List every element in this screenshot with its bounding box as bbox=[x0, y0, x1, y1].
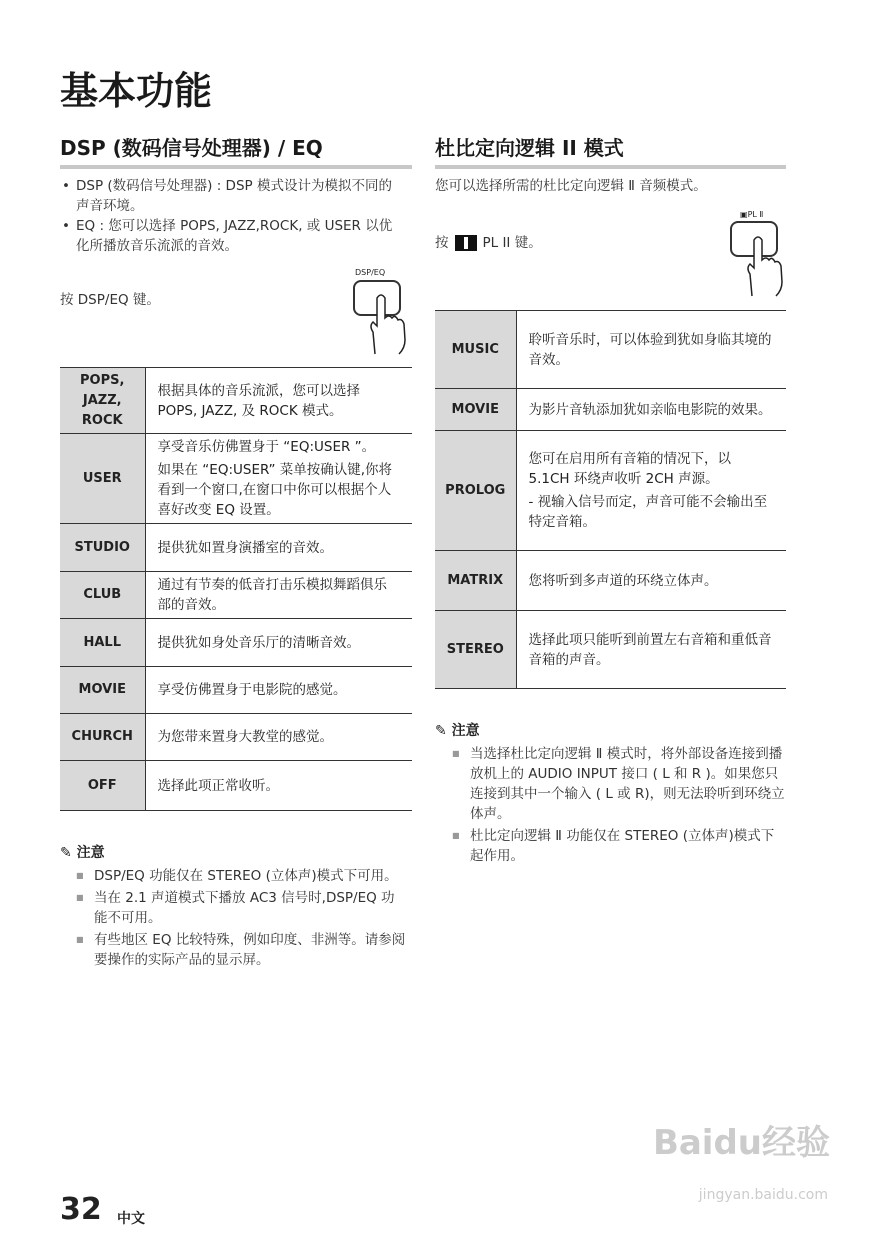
dsp-mode-table bbox=[60, 367, 412, 811]
mode-description bbox=[145, 667, 412, 714]
dsp-eq-button-label: DSP/EQ bbox=[355, 268, 386, 277]
description-text: 为您带来置身大教堂的感觉。 bbox=[157, 729, 333, 745]
page-title: 基本功能 bbox=[60, 69, 213, 113]
note-item: ■ DSP/EQ 功能仅在 STEREO (立体声)模式下可用。 bbox=[76, 866, 406, 886]
description-text: 享受音乐仿佛置身于 “EQ:USER ”。 bbox=[157, 439, 376, 455]
mode-name: MATRIX bbox=[435, 551, 516, 611]
pressing-hand-icon bbox=[365, 292, 415, 356]
bullet-item: • EQ : 您可以选择 POPS, JAZZ,ROCK, 或 USER 以优化所播放音乐流派的音效。 bbox=[60, 216, 405, 256]
table-row bbox=[435, 431, 786, 551]
instruction-prefix: 按 bbox=[435, 235, 449, 251]
description-text: 通过有节奏的低音打击乐模拟舞蹈俱乐部的音效。 bbox=[157, 577, 387, 613]
table-row bbox=[60, 761, 412, 811]
description-text: 选择此项只能听到前置左右音箱和重低音音箱的声音。 bbox=[528, 631, 772, 668]
table-row bbox=[60, 368, 412, 434]
mode-name: MUSIC bbox=[435, 311, 516, 389]
mode-name: HALL bbox=[60, 619, 145, 667]
mode-name: PROLOG bbox=[435, 431, 516, 551]
description-text: 为影片音轨添加犹如亲临电影院的效果。 bbox=[528, 401, 772, 418]
mode-description bbox=[145, 434, 412, 524]
mode-description bbox=[145, 572, 412, 619]
mode-description bbox=[145, 761, 412, 811]
mode-description bbox=[145, 619, 412, 667]
dolby-logo-icon bbox=[455, 235, 477, 251]
mode-name: OFF bbox=[60, 761, 145, 811]
table-row bbox=[435, 611, 786, 689]
mode-description bbox=[145, 368, 412, 434]
description-text: 享受仿佛置身于电影院的感觉。 bbox=[157, 682, 347, 698]
description-text: 聆听音乐时，可以体验到犹如身临其境的音效。 bbox=[528, 331, 772, 368]
bullet-item: • DSP (数码信号处理器) : DSP 模式设计为模拟不同的声音环境。 bbox=[60, 176, 405, 216]
mode-name: STEREO bbox=[435, 611, 516, 689]
dsp-bullets bbox=[60, 176, 405, 256]
mode-name: MOVIE bbox=[435, 389, 516, 431]
page-number: 32 bbox=[60, 1192, 102, 1227]
mode-name: MOVIE bbox=[60, 667, 145, 714]
mode-description bbox=[516, 551, 786, 611]
instruction-suffix: PL II 键。 bbox=[482, 235, 542, 251]
table-row bbox=[60, 714, 412, 761]
note-title: 注意 bbox=[451, 723, 480, 739]
pencil-note-icon: ✎ bbox=[60, 845, 72, 861]
description-text: 提供犹如身处音乐厅的清晰音效。 bbox=[157, 634, 360, 651]
mode-description bbox=[516, 311, 786, 389]
note-item: ■ 当选择杜比定向逻辑 Ⅱ 模式时，将外部设备连接到播放机上的 AUDIO INPUT 接口 ( L 和 R )。如果您只连接到其中一个输入 ( L 或 R)，则无法聆听到环绕立体声。 bbox=[452, 744, 786, 824]
pl2-button-label: ▣PL Ⅱ bbox=[740, 210, 764, 219]
mode-name: CHURCH bbox=[60, 714, 145, 761]
dsp-eq-heading: DSP (数码信号处理器) / EQ bbox=[60, 132, 412, 169]
description-text: 提供犹如置身演播室的音效。 bbox=[157, 539, 333, 556]
pressing-hand-icon bbox=[742, 234, 792, 298]
mode-name: POPS, JAZZ, ROCK bbox=[60, 368, 145, 434]
dolby-mode-table bbox=[435, 310, 786, 689]
mode-description bbox=[516, 611, 786, 689]
page-language: 中文 bbox=[117, 1211, 145, 1227]
description-text: 如果在 “EQ:USER” 菜单按确认键,你将看到一个窗口,在窗口中你可以根据个人喜好改变 EQ 设置。 bbox=[157, 462, 393, 518]
right-notes bbox=[452, 744, 786, 868]
description-text: 您将听到多声道的环绕立体声。 bbox=[528, 572, 718, 589]
mode-name: STUDIO bbox=[60, 524, 145, 572]
left-note-heading bbox=[60, 842, 105, 862]
note-item: ■ 杜比定向逻辑 Ⅱ 功能仅在 STEREO (立体声)模式下起作用。 bbox=[452, 826, 786, 866]
table-row bbox=[60, 667, 412, 714]
dolby-instruction bbox=[435, 233, 542, 253]
dolby-heading: 杜比定向逻辑 II 模式 bbox=[435, 132, 786, 169]
table-row bbox=[60, 434, 412, 524]
baidu-watermark-logo: Baidu经验 bbox=[652, 1123, 830, 1163]
left-notes bbox=[76, 866, 406, 972]
description-text: - 视输入信号而定，声音可能不会输出至特定音箱。 bbox=[528, 494, 768, 530]
description-text: 选择此项正常收听。 bbox=[157, 777, 279, 794]
note-item: ■ 有些地区 EQ 比较特殊，例如印度、非洲等。请参阅要操作的实际产品的显示屏。 bbox=[76, 930, 406, 970]
table-row bbox=[60, 572, 412, 619]
description-text: 您可在启用所有音箱的情况下，以 5.1CH 环绕声收听 2CH 声源。 bbox=[528, 451, 731, 487]
dsp-instruction: 按 DSP/EQ 键。 bbox=[60, 292, 160, 308]
mode-name: USER bbox=[60, 434, 145, 524]
right-note-heading bbox=[435, 720, 480, 740]
mode-description bbox=[516, 389, 786, 431]
table-row bbox=[60, 524, 412, 572]
mode-description bbox=[145, 714, 412, 761]
table-row bbox=[435, 551, 786, 611]
note-title: 注意 bbox=[76, 845, 105, 861]
baidu-watermark-url: jingyan.baidu.com bbox=[698, 1187, 828, 1203]
dolby-intro: 您可以选择所需的杜比定向逻辑 Ⅱ 音频模式。 bbox=[435, 178, 707, 194]
table-row bbox=[435, 389, 786, 431]
mode-name: CLUB bbox=[60, 572, 145, 619]
table-row bbox=[60, 619, 412, 667]
note-item: ■ 当在 2.1 声道模式下播放 AC3 信号时,DSP/EQ 功能不可用。 bbox=[76, 888, 406, 928]
description-text: 根据具体的音乐流派，您可以选择 POPS, JAZZ, 及 ROCK 模式。 bbox=[157, 382, 360, 419]
pencil-note-icon: ✎ bbox=[435, 723, 447, 739]
table-row bbox=[435, 311, 786, 389]
mode-description bbox=[516, 431, 786, 551]
mode-description bbox=[145, 524, 412, 572]
